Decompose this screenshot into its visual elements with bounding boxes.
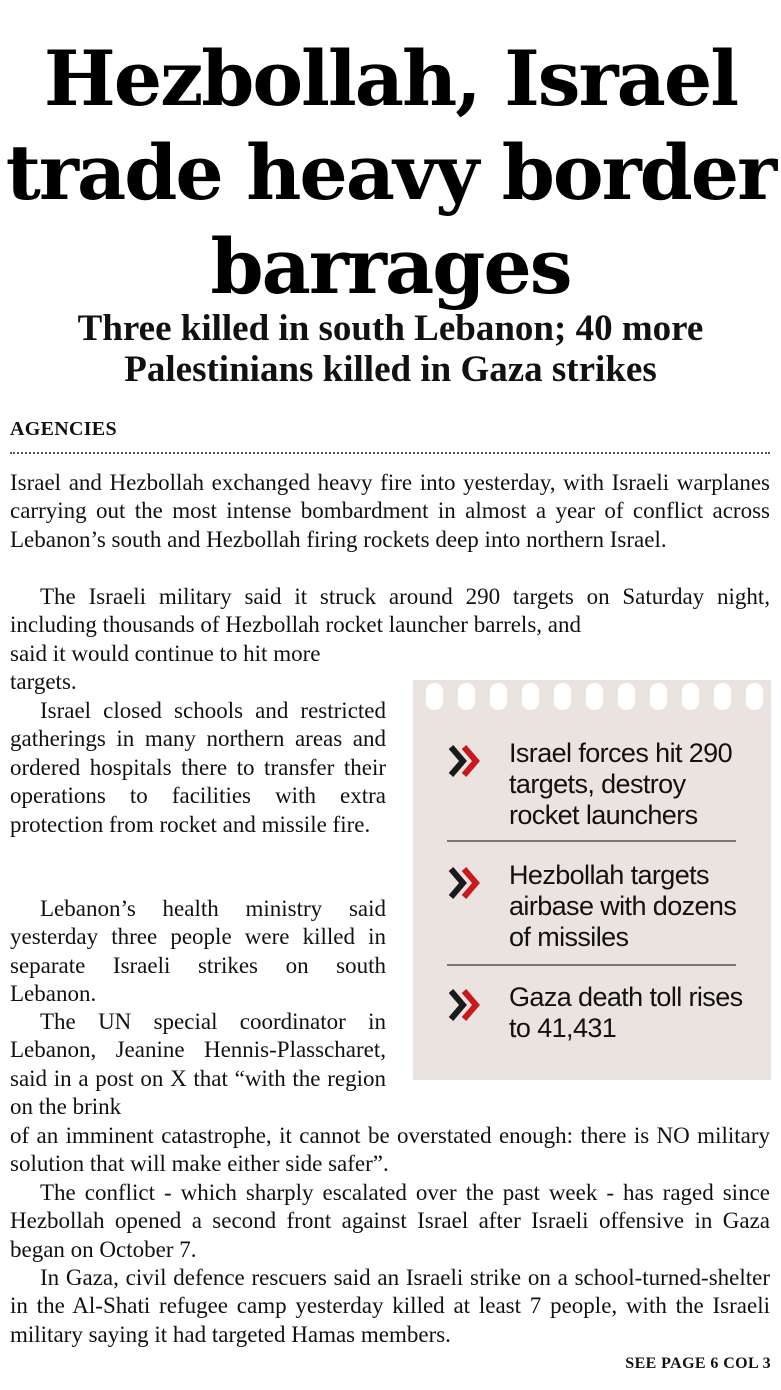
- paragraph-3: Israel closed schools and restricted gatherings in many northern areas and ordered hospitals there to transfer their operations to facilities with extra protection from rocket and missile fire.: [10, 698, 386, 837]
- byline-divider: [10, 452, 770, 454]
- paragraph-5-part-2: of an imminent catastrophe, it cannot be overstated enough: there is NO military solution that will make either side safer”.: [10, 1123, 770, 1177]
- notepad-hole: [458, 683, 475, 710]
- notepad-hole: [490, 683, 507, 710]
- headline: Hezbollah, Israel trade heavy border barrages: [5, 34, 776, 311]
- subheadline: Three killed in south Lebanon; 40 more Palestinians killed in Gaza strikes: [77, 308, 704, 390]
- paragraph-2-part-1: The Israeli military said it struck around 290 targets on Saturday night, including thousands of Hezbollah rocket launcher barrels, and: [10, 584, 770, 638]
- highlight-text: Gaza death toll rises to 41,431: [509, 982, 743, 1043]
- notepad-hole: [650, 683, 667, 710]
- notepad-hole: [682, 683, 699, 710]
- notepad-hole: [714, 683, 731, 710]
- notepad-hole: [586, 683, 603, 710]
- paragraph-2-part-3: targets.: [10, 669, 77, 694]
- paragraph-2-part-2: said it would continue to hit more: [10, 641, 321, 666]
- paragraph-7: In Gaza, civil defence rescuers said an Israeli strike on a school-turned-shelter in the Al-Shati refugee camp yesterday killed at least 7 people, with the Israeli military saying it had targeted Hamas members.: [10, 1265, 770, 1347]
- highlight-divider: [447, 840, 736, 842]
- paragraph-4: Lebanon’s health ministry said yesterday three people were killed in separate Israeli strikes on south Lebanon.: [10, 896, 386, 1007]
- double-chevron-icon: [448, 988, 482, 1022]
- jump-line: SEE PAGE 6 COL 3: [625, 1355, 771, 1372]
- paragraph-1: Israel and Hezbollah exchanged heavy fire into yesterday, with Israeli warplanes carrying out the most intense bombardment in almost a year of conflict across Lebanon’s south and Hezbollah firing rockets deep into northern Israel.: [10, 470, 770, 552]
- notepad-holes: [413, 683, 771, 711]
- notepad-hole: [522, 683, 539, 710]
- double-chevron-icon: [448, 866, 482, 900]
- notepad-hole: [746, 683, 763, 710]
- highlights-box: [413, 680, 771, 1080]
- paragraph-5-part-1: The UN special coordinator in Lebanon, Jeanine Hennis-Plasscharet, said in a post on X that “with the region on the brink: [10, 1009, 386, 1120]
- double-chevron-icon: [448, 744, 482, 778]
- notepad-hole: [618, 683, 635, 710]
- paragraph-6: The conflict - which sharply escalated over the past week - has raged since Hezbollah opened a second front against Israel after Israeli offensive in Gaza began on October 7.: [10, 1180, 770, 1262]
- notepad-hole: [426, 683, 443, 710]
- highlight-text: Hezbollah targets airbase with dozens of missiles: [509, 860, 737, 952]
- highlight-divider: [447, 964, 736, 966]
- byline: AGENCIES: [10, 418, 117, 440]
- notepad-hole: [554, 683, 571, 710]
- highlight-text: Israel forces hit 290 targets, destroy rocket launchers: [509, 738, 733, 830]
